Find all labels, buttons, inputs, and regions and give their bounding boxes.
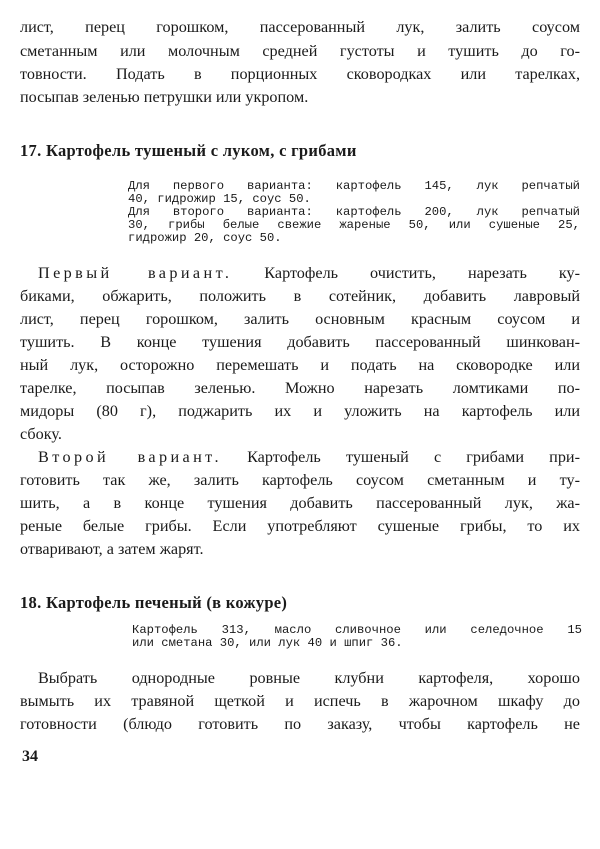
recipe-17-ingredients-line-5: гидрожир 20, соус 50. [128, 231, 282, 245]
variant-2-first-text: Картофель тушеный с грибами при- [247, 448, 580, 466]
intro-line-4: посыпав зеленью петрушки или укропом. [20, 88, 309, 106]
variant-1-line-4: тушить. В конце тушения добавить пассерованный шинкован- [20, 333, 580, 351]
recipe-18-title: 18. Картофель печеный (в кожуре) [20, 593, 288, 612]
recipe-17-ingredients-line-3: Для второго варианта: картофель 200, лук репчатый [128, 205, 580, 219]
intro-line-3: товности. Подать в порционных сковородках или тарелках, [20, 65, 580, 83]
variant-1-line-5: ный лук, осторожно перемешать и подать на сковородке или [20, 356, 580, 374]
recipe-17-ingredients-line-2: 40, гидрожир 15, соус 50. [128, 192, 311, 206]
page-number: 34 [22, 748, 38, 765]
variant-2-line-2: готовить так же, залить картофель соусом сметанным и ту- [20, 471, 580, 489]
variant-1-line-2: биками, обжарить, положить в сотейник, добавить лавровый [20, 287, 580, 305]
variant-2-label: Второй вариант. [38, 448, 222, 466]
recipe-18-ingredients-line-1: Картофель 313, масло сливочное или селедочное 15 [132, 623, 582, 637]
recipe-18-line-3: готовности (блюдо готовить по заказу, чтобы картофель не [20, 715, 580, 733]
variant-1-label: Первый вариант. [38, 264, 233, 282]
variant-2-line-4: реные белые грибы. Если употребляют сушеные грибы, то их [20, 517, 580, 535]
variant-2-line-5: отваривают, а затем жарят. [20, 540, 204, 558]
variant-1-first-line [38, 262, 580, 285]
recipe-18-line-1: Выбрать однородные ровные клубни картофеля, хорошо [38, 669, 580, 687]
recipe-17-ingredients-line-4: 30, грибы белые свежие жареные 50, или сушеные 25, [128, 218, 580, 232]
variant-1-line-7: мидоры (80 г), поджарить их и уложить на картофель или [20, 402, 580, 420]
variant-1-line-6: тарелке, посыпав зеленью. Можно нарезать ломтиками по- [20, 379, 580, 397]
recipe-18-ingredients-line-2: или сметана 30, или лук 40 и шпиг 36. [132, 636, 403, 650]
intro-line-2: сметанным или молочным средней густоты и тушить до го- [20, 42, 580, 60]
recipe-17-title: 17. Картофель тушеный с луком, с грибами [20, 141, 357, 160]
recipe-18-line-2: вымыть их травяной щеткой и испечь в жарочном шкафу до [20, 692, 580, 710]
recipe-17-ingredients-line-1: Для первого варианта: картофель 145, лук репчатый [128, 179, 580, 193]
variant-2-line-3: шить, а в конце тушения добавить пассерованный лук, жа- [20, 494, 580, 512]
variant-1-first-text: Картофель очистить, нарезать ку- [264, 264, 581, 282]
variant-1-line-3: лист, перец горошком, залить основным красным соусом и [20, 310, 580, 328]
variant-1-line-8: сбоку. [20, 425, 62, 443]
intro-line-1: лист, перец горошком, пассерованный лук, залить соусом [20, 18, 580, 36]
variant-2-first-line [38, 446, 580, 469]
